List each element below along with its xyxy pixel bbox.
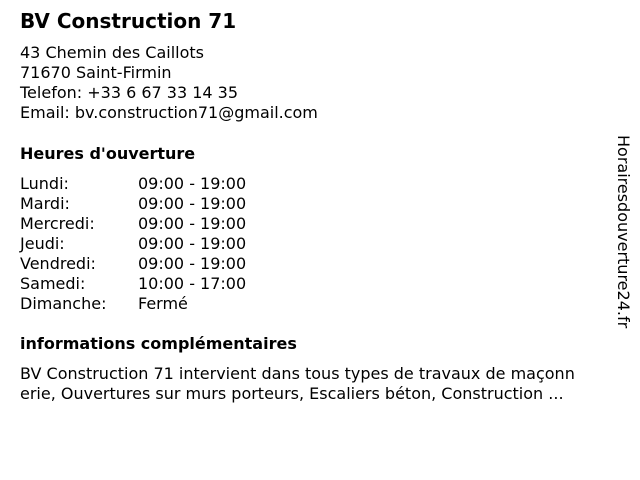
contact-block [20, 43, 318, 123]
hours-value: 10:00 - 17:00 [138, 274, 247, 293]
email-line: Email: bv.construction71@gmail.com [20, 103, 318, 122]
address-city: 71670 Saint-Firmin [20, 63, 172, 82]
additional-info-heading: informations complémentaires [20, 334, 297, 353]
address-street: 43 Chemin des Caillots [20, 43, 204, 62]
day-label: Jeudi: [20, 234, 65, 253]
hours-value: 09:00 - 19:00 [138, 214, 247, 233]
description-line: erie, Ouvertures sur murs porteurs, Escaliers béton, Construction ... [20, 384, 564, 403]
hours-value: Fermé [138, 294, 188, 313]
day-label: Mercredi: [20, 214, 95, 233]
hours-value: 09:00 - 19:00 [138, 174, 247, 193]
opening-hours-heading: Heures d'ouverture [20, 144, 196, 163]
day-label: Lundi: [20, 174, 69, 193]
day-label: Dimanche: [20, 294, 107, 313]
day-label: Mardi: [20, 194, 70, 213]
hours-value: 09:00 - 19:00 [138, 194, 247, 213]
phone-line: Telefon: +33 6 67 33 14 35 [20, 83, 239, 102]
hours-value: 09:00 - 19:00 [138, 234, 247, 253]
description-text [20, 364, 620, 404]
day-label: Vendredi: [20, 254, 96, 273]
business-name: BV Construction 71 [20, 9, 237, 33]
hours-value: 09:00 - 19:00 [138, 254, 247, 273]
day-label: Samedi: [20, 274, 86, 293]
description-line: BV Construction 71 intervient dans tous types de travaux de maçonn [20, 364, 575, 383]
site-watermark: Horairesdouverture24.fr [614, 135, 633, 329]
